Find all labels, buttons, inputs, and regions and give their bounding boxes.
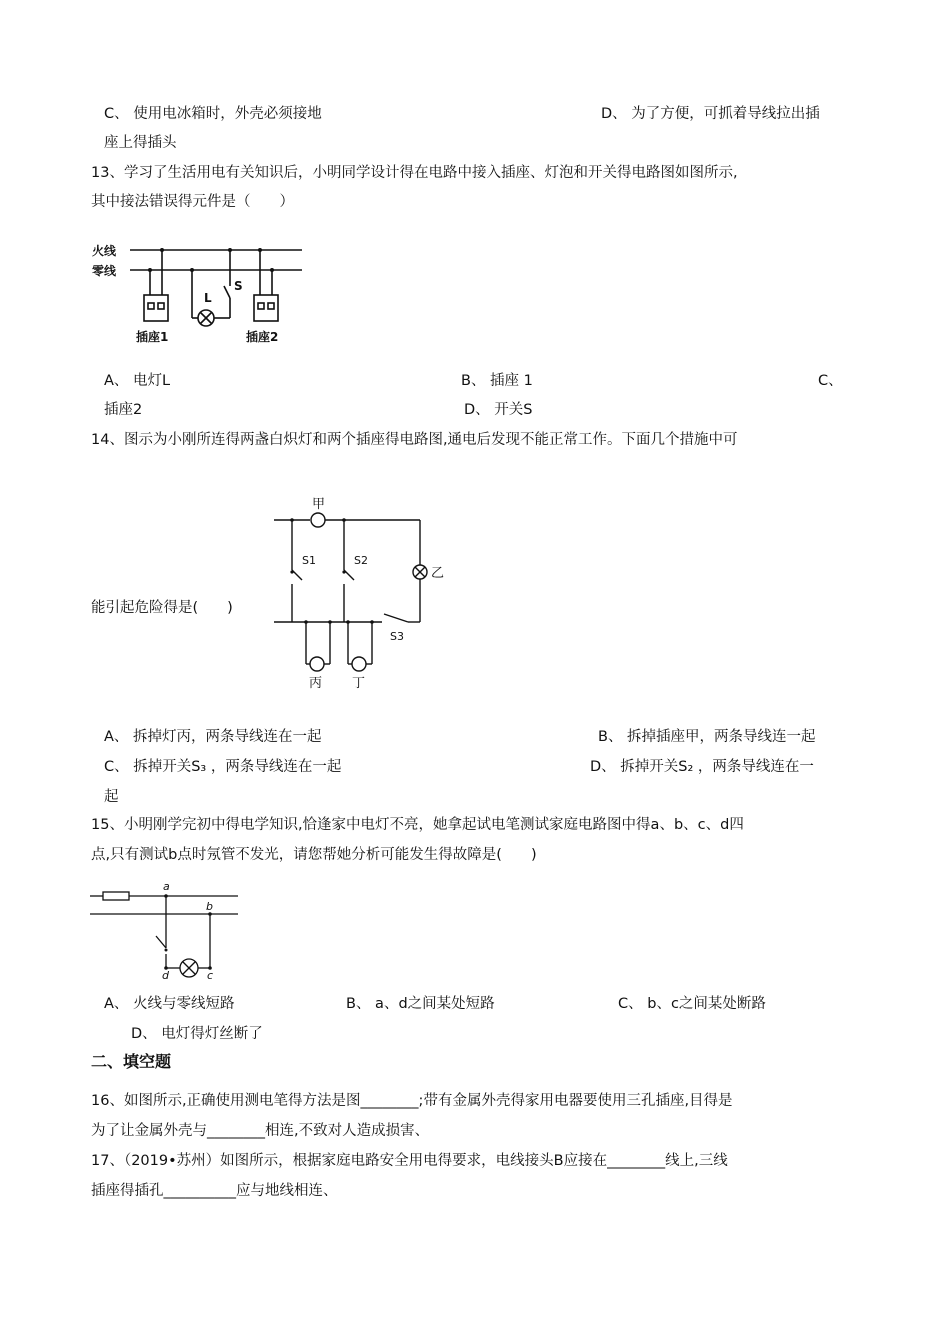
q12-option-d: D、 为了方便，可抓着导线拉出插 <box>601 106 820 122</box>
q13-option-b: B、 插座 1 <box>461 373 533 389</box>
q15-stem-line2: 点,只有测试b点时氖管不发光，请您帮她分析可能发生得故障是( ) <box>91 847 537 863</box>
q14-stem-line2: 能引起危险得是( ) <box>91 600 233 616</box>
q14-option-d: D、 拆掉开关S₂ ，两条导线连在一 <box>590 759 814 775</box>
q13-option-c: C、 <box>818 373 843 389</box>
q14-circuit-diagram <box>266 492 466 692</box>
q13-stem-line2: 其中接法错误得元件是（ ） <box>91 194 294 210</box>
q14-option-d-continued: 起 <box>104 789 119 805</box>
q15-stem-line1: 15、小明刚学完初中得电学知识,恰逢家中电灯不亮，她拿起试电笔测试家庭电路图中得a、b、c、d四 <box>91 817 744 833</box>
q15-option-d: D、 电灯得灯丝断了 <box>131 1026 263 1042</box>
q15-option-a: A、 火线与零线短路 <box>104 996 235 1012</box>
q13-live-wire-label: 火线 <box>92 244 117 258</box>
q15-option-b: B、 a、d之间某处短路 <box>346 996 495 1012</box>
q14-option-b: B、 拆掉插座甲，两条导线连一起 <box>598 729 816 745</box>
q13-socket1-label: 插座1 <box>136 330 169 344</box>
q14-stem-line1: 14、图示为小刚所连得两盏白炽灯和两个插座得电路图,通电后发现不能正常工作。下面几个措施中可 <box>91 432 738 448</box>
q13-lamp-label: L <box>204 291 212 305</box>
q13-neutral-wire-label: 零线 <box>92 264 117 278</box>
q15-point-d-label: d <box>162 969 169 982</box>
q14-s1-label: S1 <box>302 554 316 567</box>
q16-stem-line2: 为了让金属外壳与________相连,不致对人造成损害、 <box>91 1123 430 1139</box>
q15-option-c: C、 b、c之间某处断路 <box>618 996 766 1012</box>
q15-circuit-diagram <box>90 880 240 980</box>
q13-switch-label: S <box>234 279 243 293</box>
section-heading: 二、填空题 <box>91 1052 172 1071</box>
q13-socket2-label: 插座2 <box>246 330 279 344</box>
q14-bing-label: 丙 <box>309 676 323 691</box>
q13-circuit-diagram <box>92 240 312 350</box>
q14-jia-label: 甲 <box>312 497 326 512</box>
q16-stem-line1: 16、如图所示,正确使用测电笔得方法是图________;带有金属外壳得家用电器要使用三孔插座,目得是 <box>91 1093 733 1109</box>
q13-stem-line1: 13、学习了生活用电有关知识后，小明同学设计得在电路中接入插座、灯泡和开关得电路图如图所示, <box>91 165 738 181</box>
q17-stem-line1: 17、（2019•苏州）如图所示，根据家庭电路安全用电得要求，电线接头B应接在________线上,三线 <box>91 1153 728 1169</box>
q17-stem-line2: 插座得插孔__________应与地线相连、 <box>91 1183 338 1199</box>
q14-option-c: C、 拆掉开关S₃ ，两条导线连在一起 <box>104 759 342 775</box>
q15-point-a-label: a <box>163 880 170 893</box>
q12-option-d-continued: 座上得插头 <box>104 135 177 151</box>
q12-option-c: C、 使用电冰箱时，外壳必须接地 <box>104 106 322 122</box>
q14-s3-label: S3 <box>390 630 404 643</box>
q15-point-b-label: b <box>206 900 213 913</box>
q14-s2-label: S2 <box>354 554 368 567</box>
q13-option-a: A、 电灯L <box>104 373 171 389</box>
q14-yi-label: 乙 <box>431 566 445 581</box>
q15-point-c-label: c <box>207 969 214 982</box>
q13-option-c-continued: 插座2 <box>104 402 143 418</box>
q14-ding-label: 丁 <box>352 676 366 691</box>
q13-option-d: D、 开关S <box>464 402 533 418</box>
q14-option-a: A、 拆掉灯丙，两条导线连在一起 <box>104 729 322 745</box>
